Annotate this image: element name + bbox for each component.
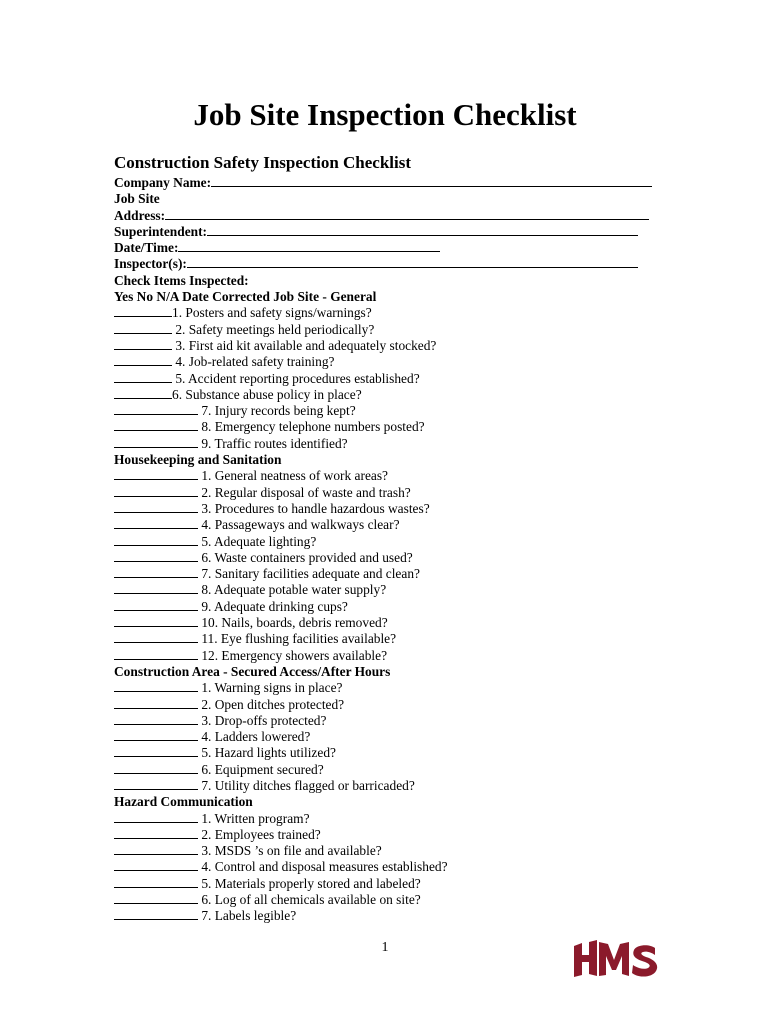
checklist-item [114,680,674,696]
answer-blank[interactable] [114,859,198,871]
answer-blank[interactable] [114,419,198,431]
checklist-item [114,354,674,370]
field-input-line[interactable] [178,240,440,252]
checklist-item [114,322,674,338]
answer-blank[interactable] [114,843,198,855]
checklist-body [114,152,674,925]
answer-blank[interactable] [114,599,198,611]
item-text: 1. Posters and safety signs/warnings? [172,305,372,321]
answer-blank[interactable] [114,729,198,741]
item-text: 11. Eye flushing facilities available? [198,631,397,647]
item-text: 2. Employees trained? [198,826,321,842]
item-text: 8. Adequate potable water supply? [198,582,387,598]
field-label: Inspector(s): [114,256,187,272]
checklist-item [114,371,674,387]
field-row [114,175,674,191]
checklist-subtitle: Construction Safety Inspection Checklist [114,153,412,172]
item-text: 5. Materials properly stored and labeled? [198,875,421,891]
field-row [114,240,674,256]
answer-blank[interactable] [114,534,198,546]
item-text: 6. Equipment secured? [198,761,324,777]
answer-blank[interactable] [114,322,172,334]
checklist-item [114,859,674,875]
field-input-line[interactable] [207,224,638,236]
answer-blank[interactable] [114,550,198,562]
checklist-item [114,631,674,647]
answer-blank[interactable] [114,468,198,480]
field-row [114,256,674,272]
answer-blank[interactable] [114,876,198,888]
item-text: 2. Open ditches protected? [198,696,345,712]
answer-blank[interactable] [114,697,198,709]
item-text: 4. Job-related safety training? [172,354,335,370]
answer-blank[interactable] [114,615,198,627]
checklist-item [114,338,674,354]
item-text: 6. Log of all chemicals available on site? [198,892,421,908]
header-fields [114,175,674,273]
field-label: Company Name: [114,175,212,190]
item-text: 4. Control and disposal measures established? [198,859,448,875]
checklist-item [114,729,674,745]
item-text: 12. Emergency showers available? [198,647,388,663]
columns-label: Yes No N/A Date Corrected Job Site - General [114,289,377,305]
answer-blank[interactable] [114,648,198,660]
item-text: 3. Procedures to handle hazardous wastes? [198,500,430,516]
field-input-line[interactable] [187,256,638,268]
checklist-item [114,305,674,321]
checklist-item [114,403,674,419]
item-text: 1. Warning signs in place? [198,680,343,696]
item-text: 3. MSDS ’s on file and available? [198,843,382,859]
answer-blank[interactable] [114,387,172,399]
check-items-label: Check Items Inspected: [114,272,249,288]
item-text: 7. Sanitary facilities adequate and clean? [198,566,420,582]
checklist-item [114,811,674,827]
checklist-item [114,582,674,598]
field-label: Superintendent: [114,223,208,239]
section-heading: Hazard Communication [114,794,253,810]
checklist-item [114,468,674,484]
item-text: 6. Substance abuse policy in place? [172,386,362,402]
answer-blank[interactable] [114,501,198,513]
item-text: 1. General neatness of work areas? [198,468,388,484]
field-input-line[interactable] [165,208,649,220]
answer-blank[interactable] [114,680,198,692]
item-text: 7. Utility ditches flagged or barricaded? [198,777,415,793]
item-text: 6. Waste containers provided and used? [198,549,413,565]
item-text: 7. Labels legible? [198,908,297,924]
answer-blank[interactable] [114,713,198,725]
answer-blank[interactable] [114,305,172,317]
item-text: 4. Ladders lowered? [198,729,311,745]
field-row [114,208,674,224]
checklist-item [114,908,674,924]
checklist-item [114,615,674,631]
answer-blank[interactable] [114,631,198,643]
checklist-item [114,762,674,778]
checklist-item [114,745,674,761]
answer-blank[interactable] [114,403,198,415]
checklist-item [114,876,674,892]
checklist-item [114,778,674,794]
item-text: 7. Injury records being kept? [198,403,356,419]
checklist-item [114,517,674,533]
answer-blank[interactable] [114,566,198,578]
answer-blank[interactable] [114,745,198,757]
page-title: Job Site Inspection Checklist [193,97,577,132]
checklist-item [114,485,674,501]
item-text: 5. Adequate lighting? [198,533,317,549]
checklist-item [114,550,674,566]
item-text: 3. First aid kit available and adequately stocked? [172,337,437,353]
checklist-item [114,387,674,403]
answer-blank[interactable] [114,827,198,839]
field-label: Date/Time: [114,240,179,256]
item-text: 9. Traffic routes identified? [198,435,348,451]
item-text: 5. Accident reporting procedures established? [172,370,420,386]
checklist-item [114,566,674,582]
answer-blank[interactable] [114,908,198,920]
item-text: 9. Adequate drinking cups? [198,598,348,614]
answer-blank[interactable] [114,811,198,823]
checklist-item [114,648,674,664]
answer-blank[interactable] [114,778,198,790]
checklist-item [114,827,674,843]
item-text: 3. Drop-offs protected? [198,712,327,728]
answer-blank[interactable] [114,354,172,366]
checklist-item [114,436,674,452]
field-label: Address: [114,207,166,223]
answer-blank[interactable] [114,517,198,529]
section-heading: Housekeeping and Sanitation [114,452,282,468]
answer-blank[interactable] [114,371,172,383]
checklist-sections [114,305,674,924]
checklist-item [114,892,674,908]
item-text: 5. Hazard lights utilized? [198,745,336,761]
field-row [114,224,674,240]
answer-blank[interactable] [114,582,198,594]
checklist-item [114,534,674,550]
checklist-item [114,697,674,713]
item-text: 4. Passageways and walkways clear? [198,517,400,533]
item-text: 1. Written program? [198,810,310,826]
answer-blank[interactable] [114,436,198,448]
page-number: 1 [381,940,389,955]
section-heading: Construction Area - Secured Access/After Hours [114,663,391,679]
answer-blank[interactable] [114,892,198,904]
answer-blank[interactable] [114,762,198,774]
field-row [114,191,674,207]
answer-blank[interactable] [114,338,172,350]
hms-logo [572,938,662,980]
answer-blank[interactable] [114,485,198,497]
item-text: 10. Nails, boards, debris removed? [198,615,388,631]
checklist-item [114,713,674,729]
checklist-item [114,501,674,517]
field-label: Job Site [114,191,160,207]
checklist-item [114,599,674,615]
checklist-item [114,419,674,435]
item-text: 2. Regular disposal of waste and trash? [198,484,411,500]
field-input-line[interactable] [211,175,652,187]
checklist-item [114,843,674,859]
item-text: 8. Emergency telephone numbers posted? [198,419,425,435]
item-text: 2. Safety meetings held periodically? [172,321,375,337]
